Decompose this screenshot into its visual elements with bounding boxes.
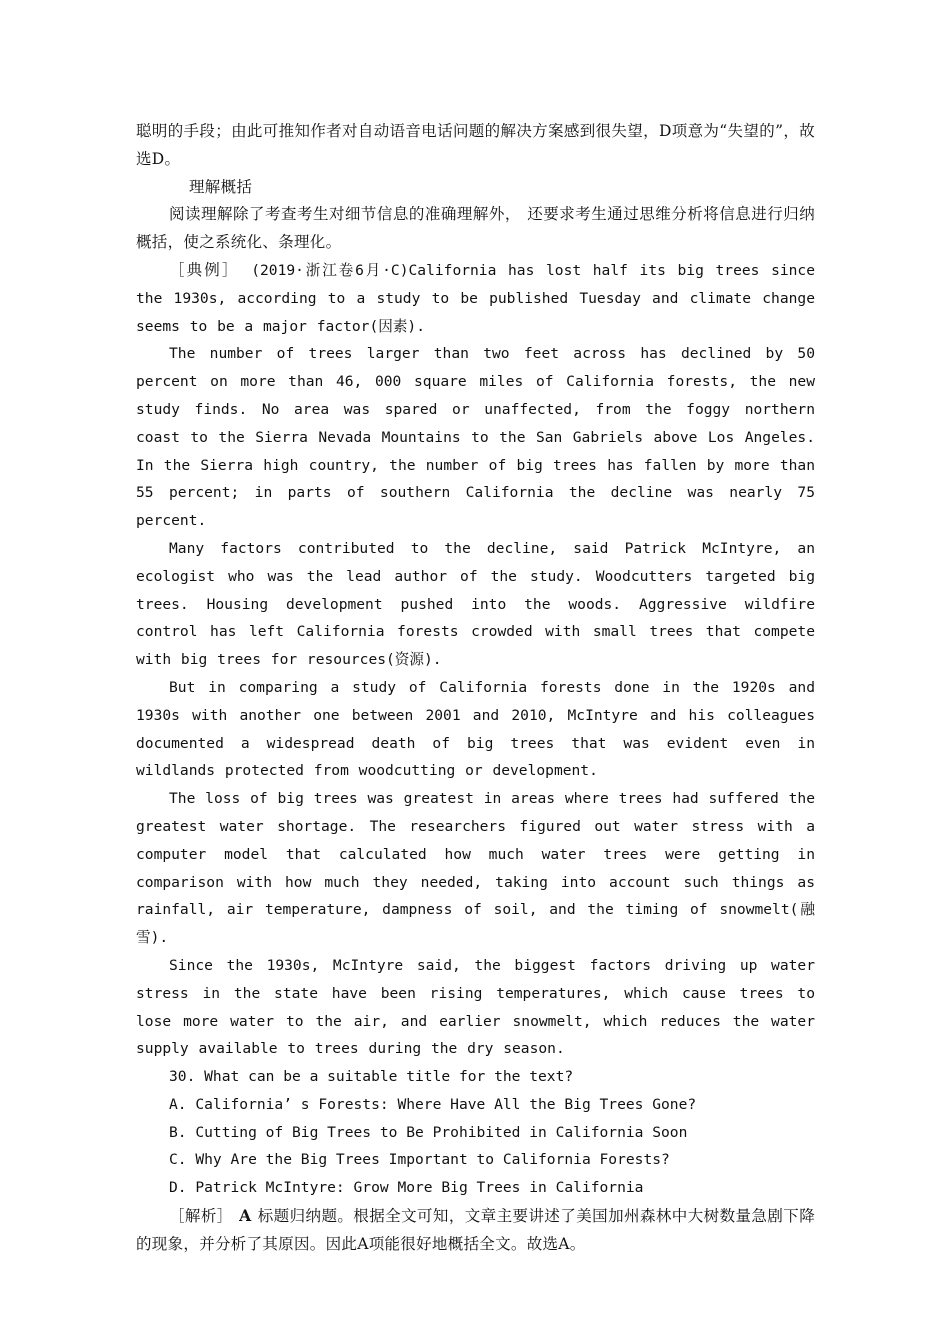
section-title: 理解概括 (189, 177, 253, 196)
intro-continuation: 聪明的手段；由此可推知作者对自动语音电话问题的解决方案感到很失望，D项意为“失望的”，故选D。 (136, 122, 815, 168)
analysis-answer: A (239, 1206, 252, 1226)
example-text-1: California has lost half its big trees since the 1930s, according to a study to be published Tuesday and climate change seems to be a major factor(因素). (136, 261, 816, 335)
example-paragraph-1 (136, 257, 815, 340)
question-option-a: A. California’ s Forests: Where Have All the Big Trees Gone? (169, 1095, 697, 1113)
document-page (136, 118, 815, 1259)
example-paragraph-5: The loss of big trees was greatest in areas where trees had suffered the greatest water shortage. The researchers figured out water stress with a computer model that calculated how much water trees were getting in comparison with how much they needed, taking into account such things as rainfall, air temperature, dampness of soil, and the timing of snowmelt(融雪). (136, 790, 815, 947)
analysis-text: 标题归纳题。根据全文可知，文章主要讲述了美国加州森林中大树数量急剧下降的现象，并分析了其原因。因此A项能很好地概括全文。故选A。 (136, 1207, 815, 1253)
section-description: 阅读理解除了考查考生对细节信息的准确理解外， 还要求考生通过思维分析将信息进行归纳概括，使之系统化、条理化。 (136, 205, 815, 252)
analysis-paragraph (136, 1202, 815, 1259)
analysis-label: ［解析］ (169, 1207, 233, 1226)
example-paragraph-6: Since the 1930s, McIntyre said, the biggest factors driving up water stress in the state have been rising temperatures, which cause trees to lose more water to the air, and earlier snowmelt, which reduces the water supply available to trees during the dry season. (136, 956, 815, 1058)
example-label: ［典例］ (169, 260, 240, 279)
example-paragraph-3: Many factors contributed to the decline, said Patrick McIntyre, an ecologist who was the lead author of the study. Woodcutters targeted big trees. Housing development pushed into the woods. Aggressive wildfire control has left California forests crowded with small trees that compete with big trees for resources(资源). (136, 539, 815, 669)
question-option-b: B. Cutting of Big Trees to Be Prohibited in California Soon (169, 1123, 688, 1141)
example-paragraph-2: The number of trees larger than two feet across has declined by 50 percent on more than 46, 000 square miles of California forests, the new study finds. No area was spared or unaffected, from the foggy northern coast to the Sierra Nevada Mountains to the San Gabriels above Los Angeles. In the Sierra high country, the number of big trees has fallen by more than 55 percent; in parts of southern California the decline was nearly 75 percent. (136, 345, 815, 530)
example-paragraph-4: But in comparing a study of California forests done in the 1920s and 1930s with another one between 2001 and 2010, McIntyre and his colleagues documented a widespread death of big trees that was evident even in wildlands protected from woodcutting or development. (136, 678, 815, 780)
example-source: (2019·浙江卷6月·C) (251, 261, 409, 279)
question-option-c: C. Why Are the Big Trees Important to California Forests? (169, 1151, 670, 1169)
question-stem: 30. What can be a suitable title for the text? (169, 1068, 574, 1086)
question-option-d: D. Patrick McIntyre: Grow More Big Trees in California (169, 1179, 644, 1197)
